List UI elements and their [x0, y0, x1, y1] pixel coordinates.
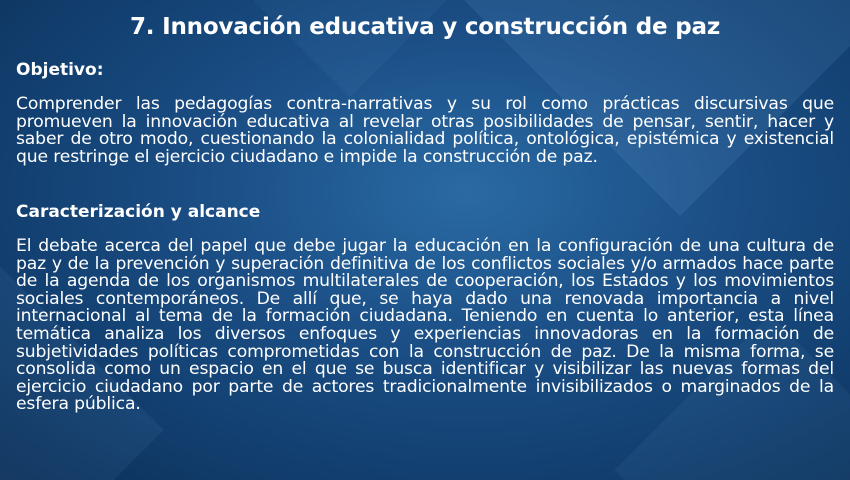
- objetivo-heading: Objetivo:: [16, 60, 104, 80]
- objetivo-paragraph: Comprender las pedagogías contra-narrativas y su rol como prácticas discursivas que promueven la innovación educativa al revelar otras posibilidades de pensar, sentir, hacer y saber de otro modo, cuestionando la colonialidad política, ontológica, epistémica y existencial que restringe el ejercicio ciudadano e impide la construcción de paz.: [16, 94, 834, 167]
- slide-title: 7. Innovación educativa y construcción de paz: [129, 14, 721, 40]
- caracterizacion-heading: Caracterización y alcance: [16, 202, 261, 222]
- caracterizacion-paragraph: El debate acerca del papel que debe jugar la educación en la configuración de una cultura de paz y de la prevención y superación definitiva de los conflictos sociales y/o armados hace parte de la agenda de los organismos multilaterales de cooperación, los Estados y los movimientos sociales contemporáneos. De allí que, se haya dado una renovada importancia a nivel internacional al tema de la formación ciudadana. Teniendo en cuenta lo anterior, esta línea temática analiza los diversos enfoques y experiencias innovadoras en la formación de subjetividades políticas comprometidas con la construcción de paz. De la misma forma, se consolida como un espacio en el que se busca identificar y visibilizar las nuevas formas del ejercicio ciudadano por parte de actores tradicionalmente invisibilizados o marginados de la esfera pública.: [16, 236, 834, 415]
